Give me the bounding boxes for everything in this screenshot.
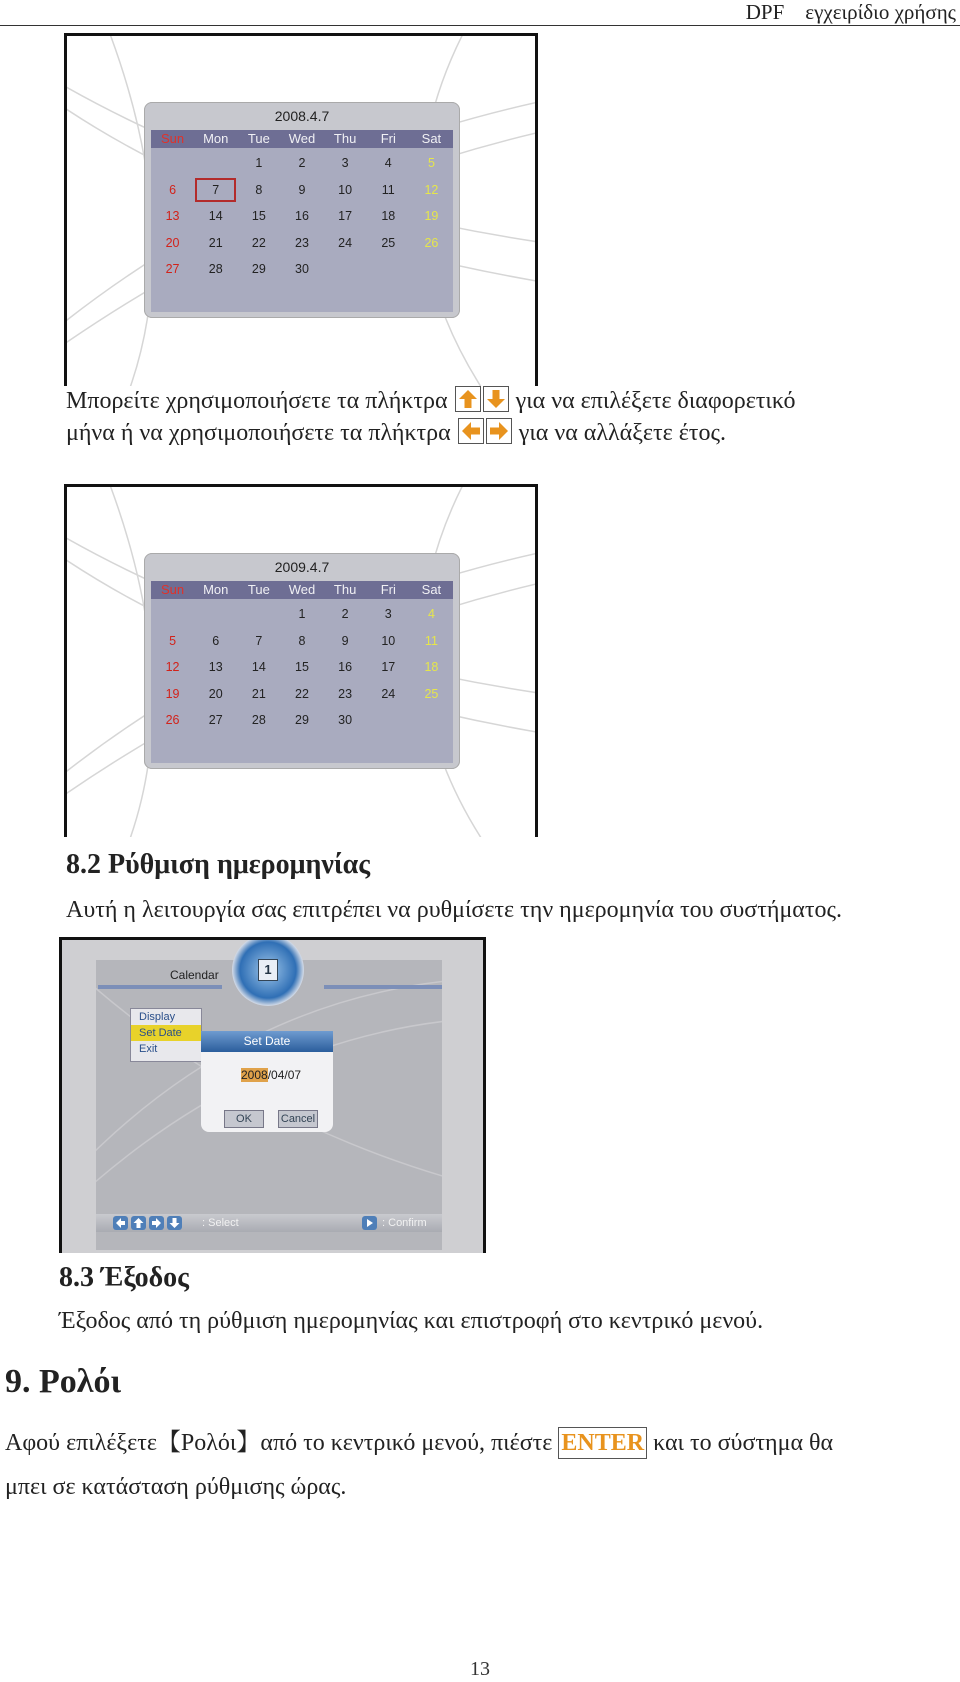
calendar-day[interactable]: 17 — [381, 660, 396, 674]
calendar-screenshot-2008 — [64, 33, 538, 386]
title-bar-line-left — [98, 985, 222, 989]
calendar-day[interactable]: 6 — [169, 182, 177, 197]
calendar-day[interactable]: 15 — [251, 209, 266, 223]
calendar-day[interactable]: 26 — [424, 235, 439, 250]
calendar-day[interactable]: 7 — [255, 633, 263, 648]
section-8-2-heading: 8.2 Ρύθμιση ημερομηνίας — [66, 849, 371, 880]
calendar-day[interactable]: 12 — [165, 660, 180, 674]
section-9-line-2: μπει σε κατάσταση ρύθμισης ώρας. — [5, 1474, 347, 1500]
weekday-sun: Sun — [161, 131, 185, 146]
calendar-badge-number: 1 — [258, 959, 278, 981]
nav-down-icon — [167, 1216, 182, 1235]
calendar-day[interactable]: 5 — [427, 156, 435, 170]
menu-item-exit[interactable]: Exit — [139, 1043, 158, 1055]
calendar-day[interactable]: 22 — [295, 686, 309, 701]
calendar-day[interactable]: 10 — [338, 182, 353, 197]
calendar-screenshot-2009 — [64, 484, 538, 837]
line2-text-b: για να αλλάξετε έτος. — [518, 420, 726, 446]
ok-button[interactable] — [224, 1110, 264, 1128]
weekday-wed: Wed — [288, 131, 316, 146]
calendar-day[interactable]: 29 — [251, 262, 266, 276]
calendar-day[interactable]: 9 — [298, 182, 306, 197]
confirm-play-icon — [362, 1216, 377, 1235]
calendar-day[interactable]: 9 — [341, 633, 349, 648]
calendar-day[interactable]: 14 — [251, 660, 266, 674]
calendar-day[interactable]: 24 — [338, 235, 353, 250]
date-year-field[interactable]: 2008 — [241, 1068, 268, 1082]
calendar-day[interactable]: 12 — [424, 182, 439, 197]
section-9-text-a: Αφού επιλέξετε【Ρολόι】από το κεντρικό μενού, πιέστε — [5, 1430, 553, 1456]
calendar-day[interactable]: 30 — [295, 262, 309, 276]
section-9-heading: 9. Ρολόι — [5, 1363, 122, 1400]
arrow-keys-paragraph — [66, 385, 795, 449]
calendar-date-title: 2009.4.7 — [274, 559, 330, 575]
date-rest: /04/07 — [267, 1068, 302, 1082]
weekday-fri: Fri — [380, 131, 396, 146]
weekday-mon: Mon — [203, 582, 229, 597]
calendar-day[interactable]: 18 — [424, 660, 439, 674]
header-title: DPF εγχειρίδιο χρήσης — [745, 0, 956, 24]
side-menu — [130, 1008, 202, 1062]
calendar-day[interactable]: 28 — [208, 262, 223, 276]
dialog-title: Set Date — [243, 1034, 291, 1048]
calendar-day[interactable]: 3 — [341, 156, 349, 170]
calendar-day[interactable]: 20 — [165, 235, 180, 250]
menu-item-set-date[interactable]: Set Date — [131, 1025, 201, 1041]
section-8-3-heading: 8.3 Έξοδος — [59, 1262, 189, 1293]
calendar-panel — [144, 553, 460, 769]
arrow-right-icon — [486, 418, 512, 444]
calendar-day[interactable]: 13 — [165, 209, 180, 223]
calendar-day[interactable]: 18 — [381, 209, 396, 223]
arrow-left-icon — [458, 418, 484, 444]
calendar-day[interactable]: 2 — [298, 156, 306, 170]
weekday-tue: Tue — [247, 582, 270, 597]
calendar-day[interactable]: 13 — [208, 660, 223, 674]
arrow-up-icon — [455, 386, 481, 412]
footer-select-text: Select — [208, 1217, 239, 1229]
menu-item-display[interactable]: Display — [139, 1011, 176, 1023]
section-8-3-text: Έξοδος από τη ρύθμιση ημερομηνίας και επιστροφή στο κεντρικό μενού. — [59, 1308, 764, 1334]
calendar-day[interactable]: 10 — [381, 633, 396, 648]
calendar-day[interactable]: 25 — [381, 235, 396, 250]
calendar-day[interactable]: 16 — [338, 660, 353, 674]
calendar-day[interactable]: 6 — [212, 633, 220, 648]
calendar-day[interactable]: 28 — [251, 713, 266, 727]
calendar-empty-cell — [151, 601, 194, 628]
arrow-down-icon — [483, 386, 509, 412]
footer-select-label: : Select — [202, 1217, 239, 1229]
calendar-day[interactable]: 23 — [295, 235, 309, 250]
dialog-title-bar — [201, 1031, 333, 1052]
weekday-sun: Sun — [161, 582, 185, 597]
calendar-day[interactable]: 4 — [384, 156, 392, 170]
paragraph-line-1 — [66, 385, 795, 417]
calendar-day[interactable]: 8 — [298, 633, 306, 648]
cancel-button[interactable] — [278, 1110, 318, 1128]
weekday-sat: Sat — [421, 582, 442, 597]
calendar-date-title: 2008.4.7 — [274, 108, 330, 124]
enter-key-label: ENTER — [558, 1427, 647, 1459]
calendar-weekday-header — [151, 130, 453, 148]
calendar-day-grid — [151, 150, 453, 283]
line1-text-b: για να επιλέξετε διαφορετικό — [515, 388, 796, 414]
calendar-day-grid — [151, 601, 453, 734]
calendar-empty-cell — [410, 256, 453, 283]
calendar-day[interactable]: 21 — [251, 686, 266, 701]
screen-title: Calendar — [170, 968, 219, 982]
set-date-screenshot — [59, 937, 486, 1253]
calendar-day[interactable]: 15 — [295, 660, 309, 674]
weekday-fri: Fri — [380, 582, 396, 597]
calendar-day[interactable]: 21 — [208, 235, 223, 250]
calendar-day[interactable]: 14 — [208, 209, 223, 223]
section-9-text-b: και το σύστημα θα — [653, 1430, 834, 1456]
calendar-empty-cell — [151, 150, 194, 177]
calendar-empty-cell — [410, 707, 453, 734]
nav-up-icon — [131, 1216, 146, 1235]
calendar-day[interactable]: 19 — [424, 209, 439, 223]
footer-nav-icons — [113, 1216, 182, 1235]
calendar-day[interactable]: 7 — [194, 177, 237, 204]
paragraph-line-2 — [66, 417, 795, 449]
title-bar-line-right — [324, 985, 442, 989]
calendar-panel — [144, 102, 460, 318]
calendar-day[interactable]: 30 — [338, 713, 353, 727]
calendar-day[interactable]: 2 — [341, 607, 349, 621]
calendar-empty-cell — [367, 256, 410, 283]
calendar-day[interactable]: 23 — [338, 686, 353, 701]
calendar-day[interactable]: 20 — [208, 686, 223, 701]
calendar-day[interactable]: 11 — [424, 633, 438, 648]
weekday-thu: Thu — [333, 582, 357, 597]
weekday-wed: Wed — [288, 582, 316, 597]
page-number: 13 — [470, 1658, 490, 1680]
calendar-empty-cell — [194, 150, 237, 177]
calendar-day[interactable]: 19 — [165, 686, 180, 701]
calendar-day[interactable]: 4 — [427, 607, 435, 621]
calendar-day[interactable]: 11 — [381, 182, 395, 197]
line2-text-a: μήνα ή να χρησιμοποιήσετε τα πλήκτρα — [66, 420, 451, 446]
calendar-day[interactable]: 26 — [165, 713, 180, 727]
cancel-label: Cancel — [280, 1113, 316, 1125]
calendar-day[interactable]: 25 — [424, 686, 439, 701]
calendar-weekday-header — [151, 581, 453, 599]
calendar-empty-cell — [367, 707, 410, 734]
calendar-day[interactable]: 27 — [208, 713, 223, 727]
calendar-empty-cell — [194, 601, 237, 628]
ok-label: OK — [236, 1113, 252, 1125]
calendar-day[interactable]: 1 — [255, 156, 263, 170]
calendar-day[interactable]: 29 — [295, 713, 309, 727]
weekday-mon: Mon — [203, 131, 229, 146]
footer-confirm-text: Confirm — [388, 1217, 427, 1229]
section-9-line-1 — [5, 1427, 833, 1459]
section-8-2-text: Αυτή η λειτουργία σας επιτρέπει να ρυθμίσετε την ημερομηνία του συστήματος. — [66, 897, 843, 923]
line1-text-a: Μπορείτε χρησιμοποιήσετε τα πλήκτρα — [66, 388, 448, 414]
calendar-day[interactable]: 22 — [251, 235, 266, 250]
calendar-day[interactable]: 3 — [384, 607, 392, 621]
calendar-day[interactable]: 24 — [381, 686, 396, 701]
calendar-day[interactable]: 16 — [295, 209, 309, 223]
calendar-day[interactable]: 5 — [169, 633, 177, 648]
weekday-tue: Tue — [247, 131, 270, 146]
nav-right-icon — [149, 1216, 164, 1235]
calendar-day[interactable]: 27 — [165, 262, 180, 276]
weekday-thu: Thu — [333, 131, 357, 146]
nav-left-icon — [113, 1216, 128, 1235]
calendar-empty-cell — [324, 256, 367, 283]
calendar-day[interactable]: 8 — [255, 182, 263, 197]
weekday-sat: Sat — [421, 131, 442, 146]
calendar-day[interactable]: 17 — [338, 209, 353, 223]
calendar-day[interactable]: 1 — [298, 607, 306, 621]
date-value[interactable] — [241, 1068, 301, 1082]
footer-confirm-label: : Confirm — [382, 1217, 427, 1229]
calendar-empty-cell — [237, 601, 280, 628]
